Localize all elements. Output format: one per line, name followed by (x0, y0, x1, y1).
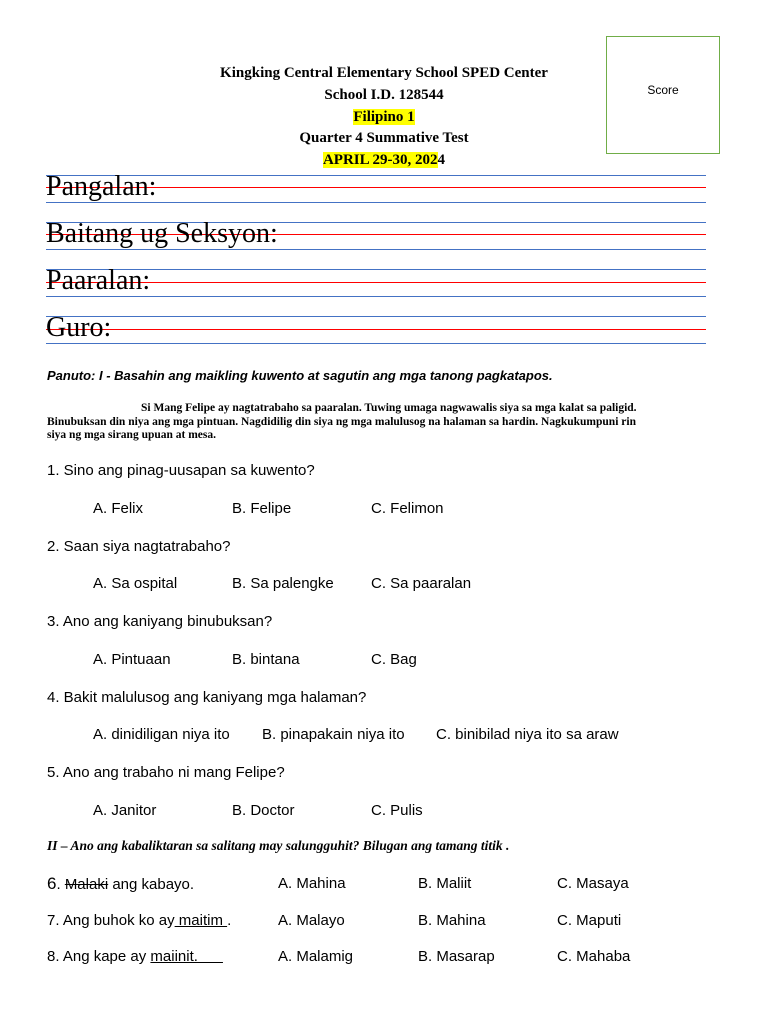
q1-option-a: A. Felix (93, 500, 144, 517)
q8-option-b: B. Masarap (418, 948, 495, 965)
school-id: School I.D. 128544 (324, 87, 444, 103)
field-paaralan: Paaralan: (46, 265, 151, 296)
field-baitang: Baitang ug Seksyon: (46, 218, 278, 249)
date-highlight: APRIL 29-30, 202 (322, 152, 438, 168)
rule-line (46, 202, 706, 203)
q7-option-c: C. Maputi (557, 912, 622, 929)
q7-underlined-word: maitim (174, 912, 228, 929)
q6-underlined-word: Malaki (64, 876, 109, 893)
q7-pre: 7. Ang buhok ko ay (47, 912, 175, 929)
story-line: siya ng mga sirang upuan at mesa. (47, 429, 217, 441)
q8-option-a: A. Malamig (278, 948, 354, 965)
question-5: 5. Ano ang trabaho ni mang Felipe? (47, 764, 285, 781)
rule-line (46, 329, 706, 330)
q4-option-c: C. binibilad niya ito sa araw (436, 726, 619, 743)
question-1: 1. Sino ang pinag-uusapan sa kuwento? (47, 462, 315, 479)
q4-option-a: A. dinidiligan niya ito (93, 726, 230, 743)
q3-option-a: A. Pintuaan (93, 651, 171, 668)
q3-option-b: B. bintana (232, 651, 300, 668)
part2-instruction: II – Ano ang kabaliktaran sa salitang may salungguhit? Bilugan ang tamang titik . (47, 838, 510, 853)
q7-option-b: B. Mahina (418, 912, 486, 929)
rule-line (46, 316, 706, 317)
question-3: 3. Ano ang kaniyang binubuksan? (47, 613, 273, 630)
q8-option-c: C. Mahaba (557, 948, 631, 965)
score-label: Score (647, 83, 679, 97)
q6-option-c: C. Masaya (557, 875, 629, 892)
story-line: Si Mang Felipe ay nagtatrabaho sa paaralan. Tuwing umaga nagwawalis siya sa mga kalat sa paligid. (141, 402, 637, 414)
q6-pre: . (56, 876, 65, 893)
field-guro: Guro: (46, 312, 112, 343)
school-name: Kingking Central Elementary School SPED Center (220, 65, 548, 81)
q7-option-a: A. Malayo (278, 912, 345, 929)
question-4: 4. Bakit malulusog ang kaniyang mga halaman? (47, 689, 367, 706)
rule-line (46, 249, 706, 250)
q5-option-a: A. Janitor (93, 802, 157, 819)
q8-underlined-word: maiinit. (150, 948, 223, 965)
rule-line (46, 296, 706, 297)
question-2: 2. Saan siya nagtatrabaho? (47, 538, 231, 555)
q5-option-c: C. Pulis (371, 802, 423, 819)
rule-line (46, 343, 706, 344)
q3-option-c: C. Bag (371, 651, 417, 668)
q2-option-a: A. Sa ospital (93, 575, 178, 592)
q7-post: . (227, 912, 232, 929)
score-box (606, 36, 720, 154)
q2-option-c: C. Sa paaralan (371, 575, 472, 592)
q6-post: ang kabayo. (108, 876, 195, 893)
q2-option-b: B. Sa palengke (232, 575, 334, 592)
story-paragraph (47, 402, 717, 443)
subject-highlight: Filipino 1 (353, 109, 415, 125)
q1-option-b: B. Felipe (232, 500, 292, 517)
date-tail: 4 (437, 152, 446, 168)
q8-pre: 8. Ang kape ay (47, 948, 151, 965)
q6-option-b: B. Maliit (418, 875, 472, 892)
question-8 (47, 948, 223, 966)
field-pangalan: Pangalan: (46, 171, 157, 202)
q1-option-c: C. Felimon (371, 500, 444, 517)
part1-instruction: Panuto: I - Basahin ang maikling kuwento at sagutin ang mga tanong pagkatapos. (47, 368, 553, 383)
q6-number: 6 (47, 874, 57, 893)
q5-option-b: B. Doctor (232, 802, 295, 819)
story-line: Binubuksan din niya ang mga pintuan. Nagdidilig din siya ng mga malulusog na halaman sa hardin. Nagkukumpuni rin (47, 415, 636, 428)
q4-option-b: B. pinapakain niya ito (262, 726, 405, 743)
question-7 (47, 912, 231, 930)
question-6 (47, 875, 194, 894)
q6-option-a: A. Mahina (278, 875, 346, 892)
test-title: Quarter 4 Summative Test (299, 130, 469, 146)
